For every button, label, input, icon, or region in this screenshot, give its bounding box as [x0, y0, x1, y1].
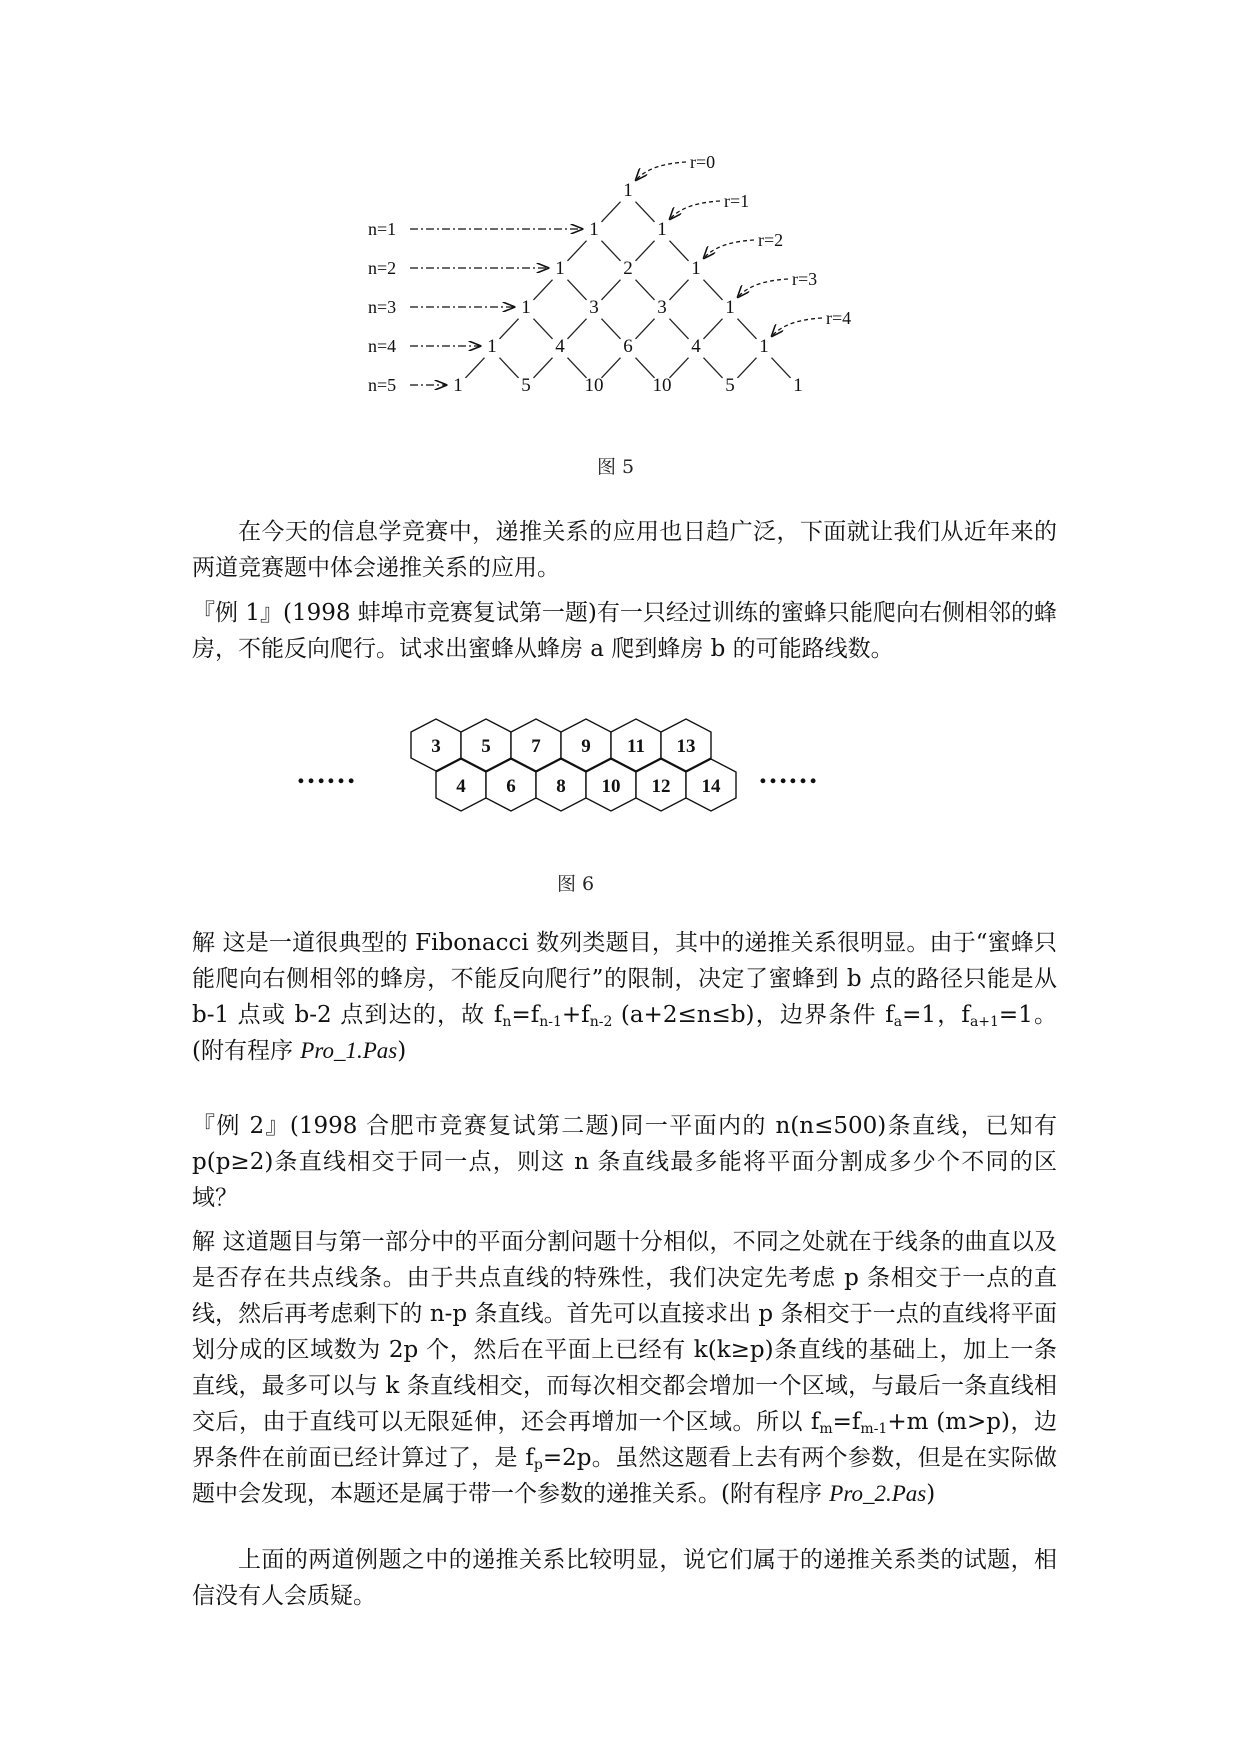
triangle-number: 3	[657, 297, 667, 318]
honeycomb-cell-number: 13	[676, 736, 696, 757]
triangle-number: 5	[521, 375, 531, 396]
diagonal-label-r: r=1	[724, 191, 750, 211]
triangle-edge	[635, 280, 654, 300]
row-label-n: n=4	[368, 336, 397, 356]
triangle-edge	[465, 358, 484, 378]
diagonal-label-r: r=0	[690, 152, 716, 172]
figure-5-caption: 图 5	[597, 456, 635, 478]
triangle-edge	[669, 358, 688, 378]
diagonal-arrow	[738, 279, 788, 297]
triangle-edge	[601, 319, 620, 339]
diagonal-arrow	[670, 201, 720, 219]
triangle-edge	[669, 319, 688, 339]
row-label-n: n=3	[368, 297, 397, 317]
triangle-edge	[533, 280, 552, 300]
triangle-edge	[499, 358, 518, 378]
triangle-edge	[601, 241, 620, 261]
diagonal-arrow	[704, 240, 754, 258]
triangle-number: 5	[725, 375, 735, 396]
closing-paragraph: 上面的两道例题之中的递推关系比较明显，说它们属于的递推关系类的试题，相信没有人会质疑。	[192, 1547, 1057, 1609]
triangle-number: 6	[623, 336, 633, 357]
triangle-edge	[635, 202, 654, 222]
triangle-edge	[567, 280, 586, 300]
triangle-number: 4	[691, 336, 701, 357]
triangle-edge	[601, 202, 620, 222]
triangle-number: 1	[487, 336, 497, 357]
triangle-edge	[703, 319, 722, 339]
triangle-number: 1	[589, 219, 599, 240]
honeycomb-figure	[290, 705, 870, 830]
triangle-edge	[601, 280, 620, 300]
honeycomb-cell-number: 11	[627, 736, 645, 757]
triangle-number: 4	[555, 336, 565, 357]
triangle-edge	[669, 241, 688, 261]
triangle-edge	[601, 358, 620, 378]
triangle-edge	[771, 358, 790, 378]
honeycomb-cell-number: 8	[556, 776, 566, 797]
triangle-edge	[669, 280, 688, 300]
honeycomb-cell-number: 10	[601, 776, 621, 797]
row-label-n: n=5	[368, 375, 397, 395]
triangle-number: 1	[793, 375, 803, 396]
honeycomb-cell-number: 9	[581, 736, 591, 757]
diagonal-label-r: r=3	[792, 269, 818, 289]
honeycomb-cell-number: 3	[431, 736, 441, 757]
diagonal-label-r: r=4	[826, 308, 852, 328]
triangle-edge	[737, 358, 756, 378]
row-label-n: n=1	[368, 219, 397, 239]
triangle-edge	[567, 241, 586, 261]
diagonal-label-r: r=2	[758, 230, 784, 250]
triangle-number: 1	[691, 258, 701, 279]
triangle-edge	[703, 358, 722, 378]
diagonal-arrow	[772, 318, 822, 336]
pascal-triangle-figure	[360, 150, 900, 430]
triangle-edge	[737, 319, 756, 339]
intro-paragraph: 在今天的信息学竞赛中，递推关系的应用也日趋广泛，下面就让我们从近年来的两道竞赛题中体会递推关系的应用。	[192, 519, 1057, 581]
triangle-number: 1	[453, 375, 463, 396]
triangle-number: 1	[657, 219, 667, 240]
triangle-edge	[635, 319, 654, 339]
triangle-number: 10	[652, 375, 672, 396]
figure-6-caption: 图 6	[557, 873, 595, 895]
example-1-statement: 『例 1』(1998 蚌埠市竞赛复试第一题)有一只经过训练的蜜蜂只能爬向右侧相邻的蜂房，不能反向爬行。试求出蜜蜂从蜂房 a 爬到蜂房 b 的可能路线数。	[192, 600, 1057, 662]
triangle-number: 3	[589, 297, 599, 318]
triangle-number: 1	[521, 297, 531, 318]
ellipsis-right: ……	[758, 757, 818, 790]
honeycomb-cell-number: 7	[531, 736, 541, 757]
row-label-n: n=2	[368, 258, 397, 278]
triangle-edge	[635, 241, 654, 261]
triangle-edge	[499, 319, 518, 339]
triangle-edge	[567, 319, 586, 339]
triangle-edge	[533, 319, 552, 339]
triangle-edge	[703, 280, 722, 300]
triangle-number: 1	[623, 180, 633, 201]
program-name: Pro_2.Pas	[829, 1481, 927, 1506]
ellipsis-left: ……	[296, 757, 356, 790]
honeycomb-cell-number: 5	[481, 736, 491, 757]
triangle-number: 1	[759, 336, 769, 357]
triangle-number: 2	[623, 258, 633, 279]
triangle-number: 10	[584, 375, 604, 396]
honeycomb-cell-number: 12	[651, 776, 671, 797]
honeycomb-cell-number: 14	[701, 776, 721, 797]
solution-1-paragraph: 解 这是一道很典型的 Fibonacci 数列类题目，其中的递推关系很明显。由于“蜜蜂只能爬向右侧相邻的蜂房，不能反向爬行”的限制，决定了蜜蜂到 b 点的路径只能是从 b-1 点或 b-2 点到达的，故 $f_n=f_{n-1}+f_{n-2}$ (a+2≤n≤b)，边界条件 $f_a=1$，$f_{a+1}=1$。(附有程序 Pro_1.Pas)	[192, 930, 1058, 1064]
diagonal-arrow	[636, 162, 686, 180]
triangle-number: 1	[555, 258, 565, 279]
honeycomb-cell-number: 4	[456, 776, 466, 797]
triangle-edge	[533, 358, 552, 378]
triangle-number: 1	[725, 297, 735, 318]
honeycomb-cell-number: 6	[506, 776, 516, 797]
solution-2-paragraph: 解 这道题目与第一部分中的平面分割问题十分相似，不同之处就在于线条的曲直以及是否存在共点线条。由于共点直线的特殊性，我们决定先考虑 p 条相交于一点的直线，然后再考虑剩下的 n-p 条直线。首先可以直接求出 p 条相交于一点的直线将平面划分成的区域数为 2p 个，然后在平面上已经有 k(k≥p)条直线的基础上，加上一条直线，最多可以与 k 条直线相交，而每次相交都会增加一个区域，与最后一条直线相交后，由于直线可以无限延伸，还会再增加一个区域。所以 $f_m=f_{m-1}+m$ (m>p)，边界条件在前面已经计算过了，是 $f_p=2p$。虽然这题看上去有两个参数，但是在实际做题中会发现，本题还是属于带一个参数的递推关系。(附有程序 Pro_2.Pas)	[192, 1229, 1057, 1507]
example-2-statement: 『例 2』(1998 合肥市竞赛复试第二题)同一平面内的 n(n≤500)条直线，已知有 p(p≥2)条直线相交于同一点，则这 n 条直线最多能将平面分割成多少个不同的区域？	[192, 1113, 1057, 1211]
program-name: Pro_1.Pas	[300, 1038, 398, 1063]
